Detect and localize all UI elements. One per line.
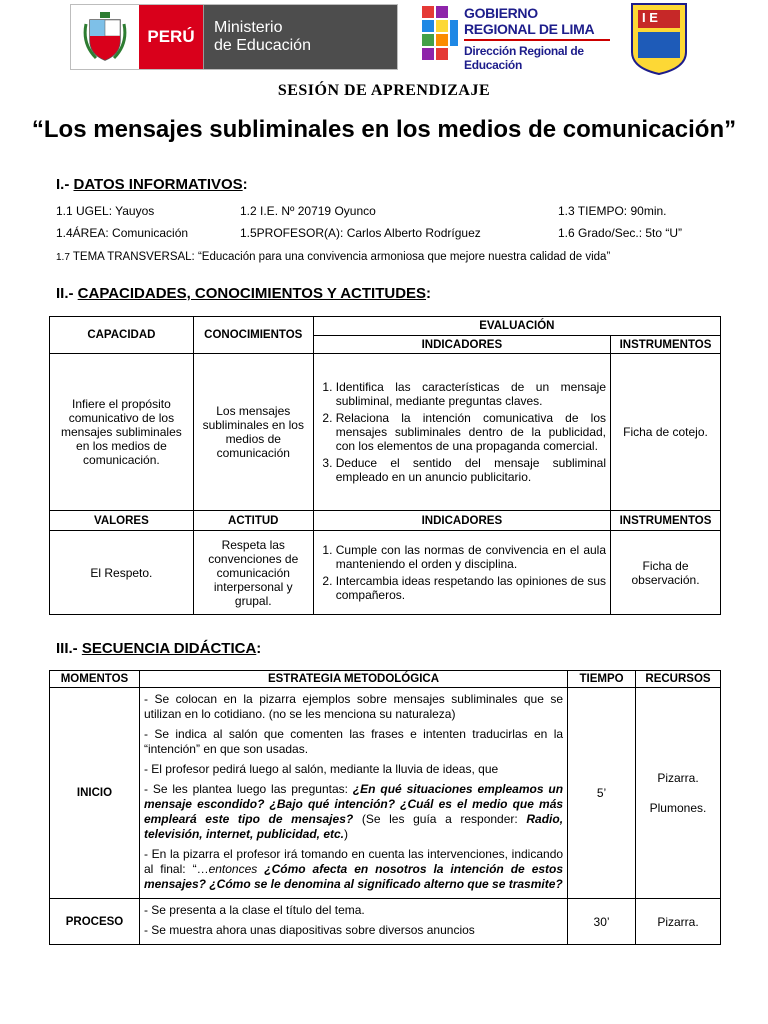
valor-cell: El Respeto.: [50, 531, 194, 615]
header-indicadores: INDICADORES: [313, 336, 610, 354]
header-recursos: RECURSOS: [636, 671, 721, 688]
momento-inicio: INICIO: [50, 688, 140, 899]
strategy-step: - Se les plantea luego las preguntas: ¿En qué situaciones empleamos un mensaje escondido? ¿Bajo qué intención? ¿Cuál es el medio que más empleará este tipo de mensajes? (Se les guía a responder: Radio, televisión, internet, publicidad, etc.): [143, 782, 564, 841]
indicator-item: 3. Deduce el sentido del mensaje subliminal empleado en un anuncio publicitario.: [336, 456, 606, 484]
header-conocimientos: CONOCIMIENTOS: [193, 317, 313, 354]
school-badge-icon: [630, 2, 688, 76]
school-badge-text: I E: [642, 10, 658, 25]
strategy-step: - En la pizarra el profesor irá tomando en cuenta las intervenciones, indicando al final: “…entonces ¿Cómo afecta en nosotros la intención de estos mensajes? ¿Cómo se le denomina al significado alterno que se trasmite?: [143, 847, 564, 891]
header-actitud: ACTITUD: [193, 511, 313, 531]
ministry-line1: Ministerio: [214, 19, 283, 36]
momento-proceso: PROCESO: [50, 899, 140, 945]
peru-coat-of-arms-icon: [71, 5, 139, 69]
recursos-inicio: [636, 688, 721, 899]
header-evaluacion: EVALUACIÓN: [313, 317, 720, 336]
session-label: SESIÓN DE APRENDIZAJE: [277, 82, 491, 99]
ministry-line2: de Educación: [214, 37, 311, 54]
strategy-step: - Se presenta a la clase el título del tema.: [143, 903, 365, 917]
estrategia-proceso: [139, 899, 567, 945]
header-estrategia: ESTRATEGIA METODOLÓGICA: [139, 671, 567, 688]
instrumento-2-cell: Ficha de observación.: [611, 531, 721, 615]
section-heading-secuencia: III.- SECUENCIA DIDÁCTICA:: [56, 640, 262, 657]
header-valores: VALORES: [50, 511, 194, 531]
indicator-item: 2. Relaciona la intención comunicativa de los mensajes subliminales dentro de la publicidad, con los elementos de una propaganda comercial.: [336, 411, 606, 453]
info-ie: 1.2 I.E. Nº 20719 Oyunco: [240, 204, 376, 218]
info-tiempo: 1.3 TIEMPO: 90min.: [558, 204, 667, 218]
region-subtitle: Dirección Regional de Educación: [464, 43, 584, 72]
conocimientos-cell: Los mensajes subliminales en los medios de comunicación: [193, 354, 313, 511]
tiempo-proceso: 30’: [568, 899, 636, 945]
instrumento-cell: Ficha de cotejo.: [611, 354, 721, 511]
info-tema: 1.7 TEMA TRANSVERSAL: “Educación para una convivencia armoniosa que mejore nuestra calidad de vida”: [56, 251, 611, 263]
header-instrumentos: INSTRUMENTOS: [611, 336, 721, 354]
capacities-table: [49, 316, 721, 615]
header-instrumentos-2: INSTRUMENTOS: [611, 511, 721, 531]
indicator-item: 1. Identifica las características de un mensaje subliminal, mediante preguntas claves.: [336, 380, 606, 408]
indicadores-cell: [313, 354, 610, 511]
tiempo-inicio: 5’: [568, 688, 636, 899]
region-title: GOBIERNO REGIONAL DE LIMA: [464, 5, 610, 41]
regional-government-logo: [420, 4, 610, 72]
indicator-item: 2. Intercambia ideas respetando las opiniones de sus compañeros.: [336, 574, 606, 602]
recursos-proceso: Pizarra.: [636, 899, 721, 945]
indicator-item: 1. Cumple con las normas de convivencia en el aula manteniendo el orden y disciplina.: [336, 543, 606, 571]
strategy-step: - Se indica al salón que comenten las frases e intenten traducirlas en la “intención” en que son usadas.: [143, 727, 564, 756]
strategy-step: - Se colocan en la pizarra ejemplos sobre mensajes subliminales que se utilizan en lo cotidiano. (no se les menciona su naturaleza): [143, 692, 564, 721]
ministry-name: [203, 5, 397, 69]
header-indicadores-2: INDICADORES: [313, 511, 610, 531]
section-heading-datos: I.- DATOS INFORMATIVOS:: [56, 176, 248, 193]
info-ugel: 1.1 UGEL: Yauyos: [56, 204, 155, 218]
peru-label: PERÚ: [139, 5, 203, 69]
sequence-table: [49, 670, 721, 945]
section-heading-capacidades: II.- CAPACIDADES, CONOCIMIENTOS Y ACTITUDES:: [56, 285, 432, 302]
indicadores-2-cell: [313, 531, 610, 615]
header-tiempo: TIEMPO: [568, 671, 636, 688]
recurso-item: Pizarra.: [657, 771, 699, 785]
capacidad-cell: Infiere el propósito comunicativo de los mensajes subliminales en los medios de comunicación.: [50, 354, 194, 511]
strategy-step: - El profesor pedirá luego al salón, mediante la lluvia de ideas, que: [143, 762, 499, 776]
page-title: “Los mensajes subliminales en los medios de comunicación”: [31, 116, 737, 143]
recurso-item: Plumones.: [649, 801, 707, 815]
regional-emblem-icon: [420, 4, 460, 72]
info-area: 1.4ÁREA: Comunicación: [56, 226, 189, 240]
header-capacidad: CAPACIDAD: [50, 317, 194, 354]
peru-ministry-logo: [70, 4, 398, 70]
actitud-cell: Respeta las convenciones de comunicación interpersonal y grupal.: [193, 531, 313, 615]
estrategia-inicio: [139, 688, 567, 899]
info-profesor: 1.5PROFESOR(A): Carlos Alberto Rodríguez: [240, 226, 481, 240]
strategy-step: - Se muestra ahora unas diapositivas sobre diversos anuncios: [143, 923, 475, 937]
info-grado: 1.6 Grado/Sec.: 5to “U”: [558, 226, 683, 240]
header-momentos: MOMENTOS: [50, 671, 140, 688]
